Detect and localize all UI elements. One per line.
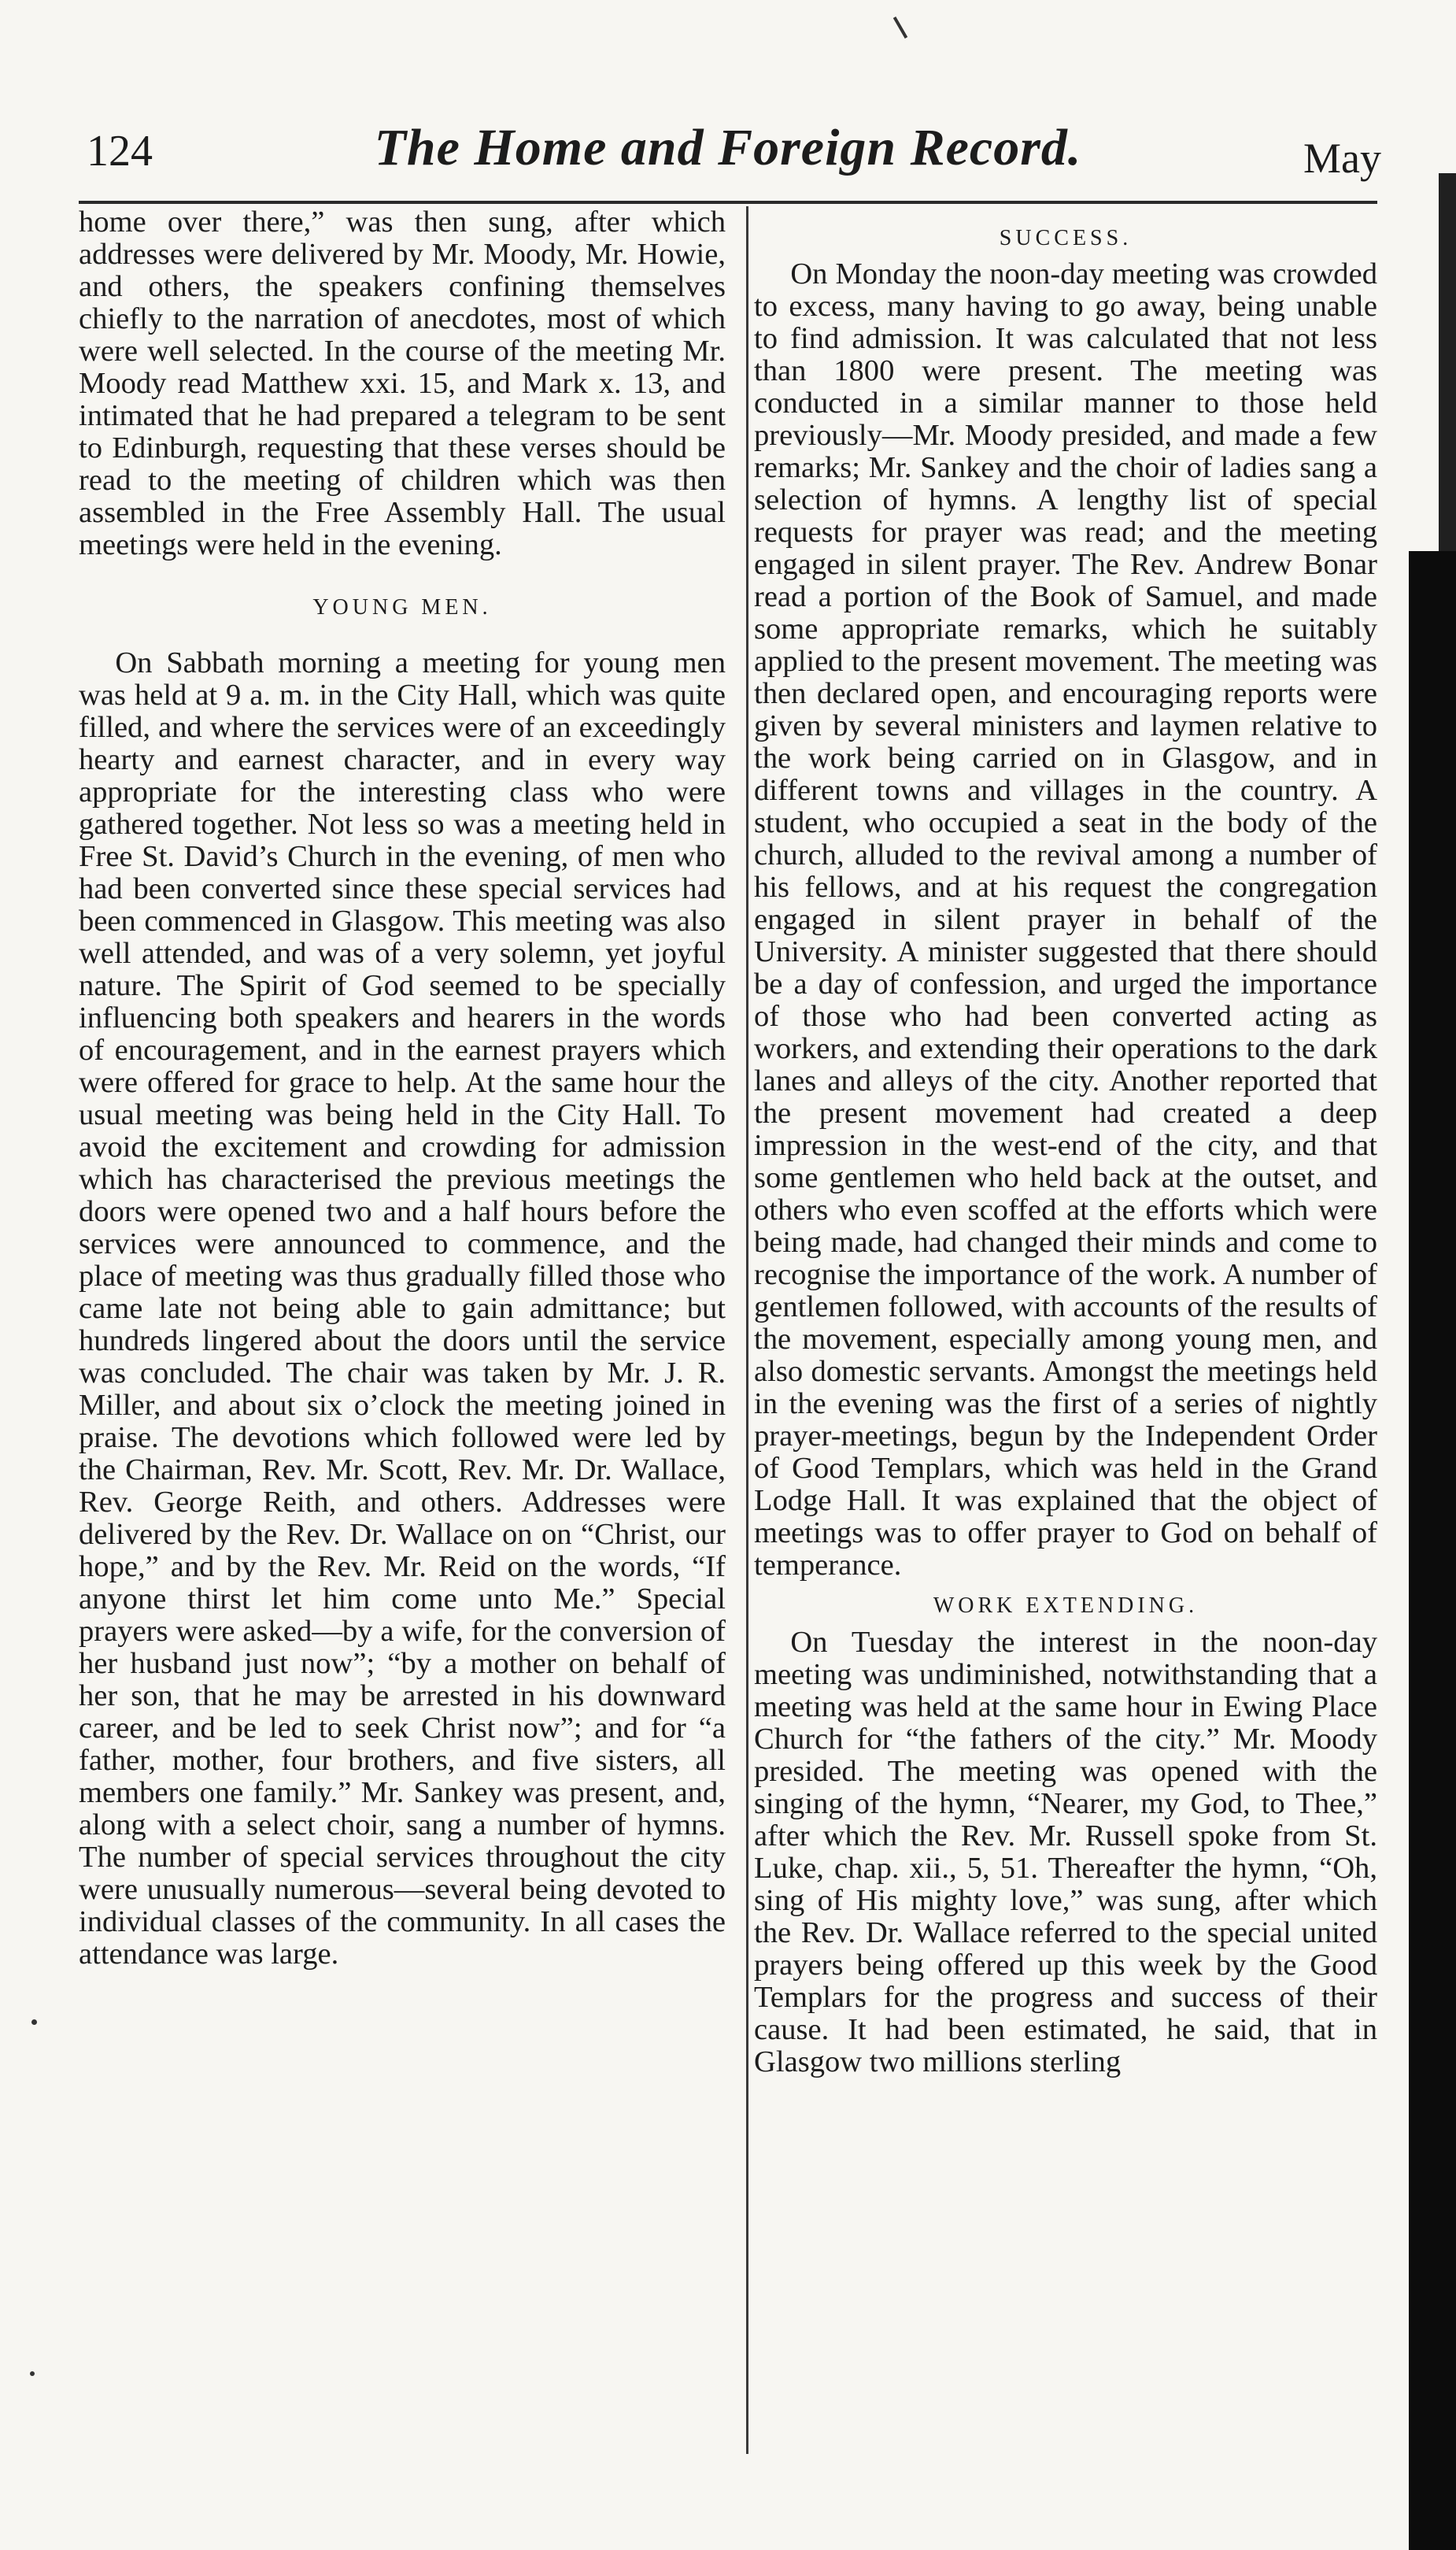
right-paragraph-2: On Tuesday the interest in the noon-day meeting was undiminished, notwithstanding that a meeting was held at the same hour in Ewing Place Church for “the fathers of the city.” Mr. Moody presided. The meeting was opened with the singing of the hymn, “Nearer, my God, to Thee,” after which the Rev. Mr. Russell spoke from St. Luke, chap. xii., 5, 51. Thereafter the hymn, “Oh, sing of His mighty love,” was sung, after which the Rev. Dr. Wallace referred to the special united prayers being offered up this week by the Good Templars for the progress and success of their cause. It had been estimated, he said, that in Glasgow two millions sterling — [754, 1626, 1377, 2078]
running-header — [79, 118, 1381, 205]
header-rule — [79, 201, 1377, 204]
scan-speck — [893, 17, 907, 39]
section-heading-young-men: YOUNG MEN. — [312, 595, 492, 620]
scan-speck — [31, 2019, 37, 2025]
left-column — [79, 206, 726, 1971]
scan-speck — [30, 2371, 35, 2376]
binding-shadow — [1439, 173, 1456, 551]
page-number: 124 — [87, 127, 153, 176]
left-paragraph-1: home over there,” was then sung, after which addresses were delivered by Mr. Moody, Mr. Howie, and others, the speakers confining themselves chiefly to the narration of anecdotes, most of which were well selected. In the course of the meeting Mr. Moody read Matthew xxi. 15, and Mark x. 13, and intimated that he had prepared a telegram to be sent to Edinburgh, requesting that these verses should be read to the meeting of children which was then assembled in the Free Assembly Hall. The usual meetings were held in the evening. — [79, 205, 726, 561]
left-paragraph-2: On Sabbath morning a meeting for young men was held at 9 a. m. in the City Hall, which was quite filled, and where the services were of an exceedingly hearty and earnest character, and in every way appropriate for the interesting class who were gathered together. Not less so was a meeting held in Free St. David’s Church in the evening, of men who had been converted since these special services had been commenced in Glasgow. This meeting was also well attended, and was of a very solemn, yet joyful nature. The Spirit of God seemed to be specially influencing both speakers and hearers in the words of encouragement, and in the earnest prayers which were offered for grace to help. At the same hour the usual meeting was being held in the City Hall. To avoid the excitement and crowding for admission which has characterised the previous meetings the doors were opened two and a half hours before the services were announced to commence, and the place of meeting was thus gradually filled those who came late not being able to gain admittance; but hundreds lingered about the doors until the service was concluded. The chair was taken by Mr. J. R. Miller, and about six o’clock the meeting joined in praise. The devotions which followed were led by the Chairman, Rev. Mr. Scott, Rev. Mr. Dr. Wallace, Rev. George Reith, and others. Addresses were delivered by the Rev. Dr. Wallace on on “Christ, our hope,” and by the Rev. Mr. Reid on the words, “If anyone thirst let him come unto Me.” Special prayers were asked—by a wife, for the conversion of her husband just now”; “by a mother on behalf of her son, that he may be arrested in his downward career, and be led to seek Christ now”; and for “a father, mother, four brothers, and five sisters, all members one family.” Mr. Sankey was present, and, along with a select choir, sang a number of hymns. The number of special services throughout the city were unusually numerous—several being devoted to individual classes of the community. In all cases the attendance was large. — [79, 646, 726, 1971]
right-column — [754, 206, 1377, 2078]
column-divider — [746, 206, 748, 2454]
right-paragraph-1: On Monday the noon-day meeting was crowded to excess, many having to go away, being unable to find admission. It was calculated that not less than 1800 were present. The meeting was conducted in a similar manner to those held previously—Mr. Moody presided, and made a few remarks; Mr. Sankey and the choir of ladies sang a selection of hymns. A lengthy list of special requests for prayer was read; and the meeting engaged in silent prayer. The Rev. Andrew Bonar read a portion of the Book of Samuel, and made some appropriate remarks, which he suitably applied to the present movement. The meeting was then declared open, and encouraging reports were given by several ministers and laymen relative to the work being carried on in Glasgow, and in different towns and villages in the country. A student, who occupied a seat in the body of the church, alluded to the revival among a number of his fellows, and at his request the congregation engaged in silent prayer in behalf of the University. A minister suggested that there should be a day of confession, and urged the importance of those who had been converted acting as workers, and extending their operations to the dark lanes and alleys of the city. Another reported that the present movement had created a deep impression in the west-end of the city, and that some gentlemen who held back at the outset, and others who even scoffed at the efforts which were being made, had changed their minds and come to recognise the importance of the work. A number of gentlemen followed, with accounts of the results of the movement, especially among young men, and also domestic servants. Amongst the meetings held in the evening was the first of a series of nightly prayer-meetings, begun by the Independent Order of Good Templars, which was held in the Grand Lodge Hall. It was explained that the object of meetings was to offer prayer to God on behalf of temperance. — [754, 257, 1377, 1582]
section-heading-success: SUCCESS. — [999, 226, 1133, 250]
running-title: The Home and Foreign Record. — [374, 119, 1082, 176]
binding-edge — [1409, 551, 1456, 2550]
running-month: May — [1303, 135, 1381, 182]
section-heading-work-extending: WORK EXTENDING. — [933, 1593, 1199, 1618]
